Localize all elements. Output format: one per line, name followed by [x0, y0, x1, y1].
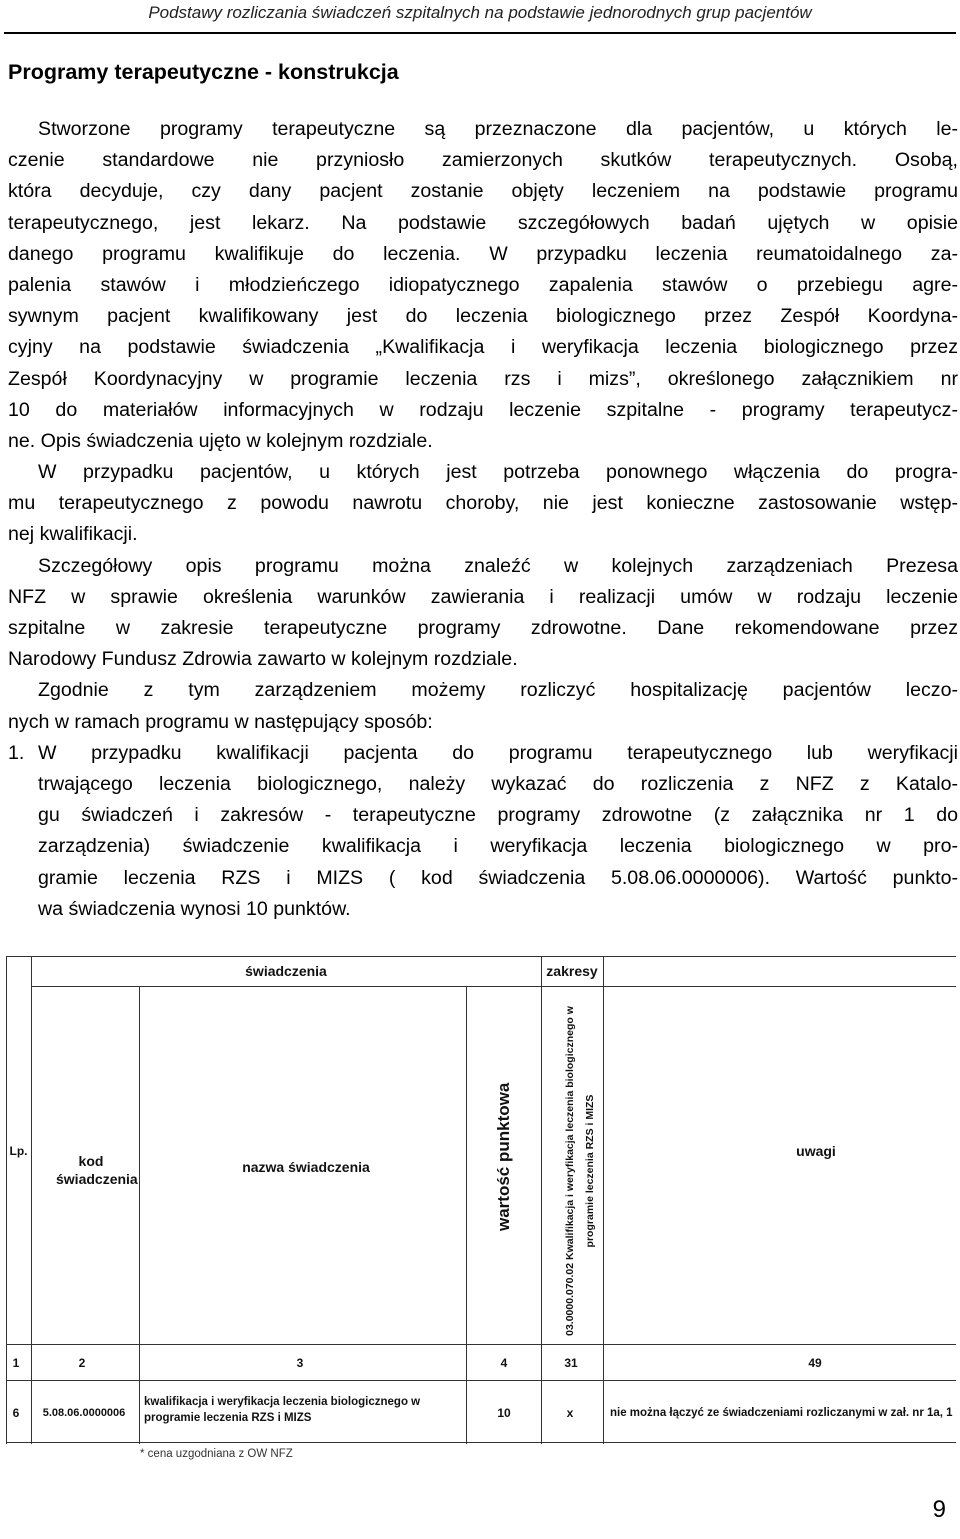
row-kod: 5.08.06.0000006 — [42, 1407, 126, 1419]
col-header-uwagi: uwagi — [796, 1143, 836, 1159]
header-rule — [4, 32, 956, 34]
paragraph-line: 10 do materiałów informacyjnych w rodzaju leczenie szpitalne - programy terapeutycz- — [8, 398, 958, 421]
paragraph-line: ne. Opis świadczenia ujęto w kolejnym rozdziale. — [8, 429, 433, 452]
row-wartosc: 10 — [497, 1406, 511, 1420]
paragraph-line: mu terapeutycznego z powodu nawrotu choroby, nie jest konieczne zastosowanie wstęp- — [8, 492, 958, 515]
col-header-kod: kod świadczenia — [56, 1153, 138, 1187]
list-item-line — [8, 738, 958, 769]
paragraph-line: palenia stawów i młodzieńczego idiopatycznego zapalenia stawów o przebiegu agre- — [8, 273, 958, 296]
col-header-nazwa: nazwa świadczenia — [242, 1159, 370, 1175]
col-number: 49 — [808, 1356, 822, 1370]
row-nazwa: kwalifikacja i weryfikacja leczenia biologicznego w programie leczenia RZS i MIZS — [144, 1396, 421, 1424]
table-rule — [6, 1442, 956, 1443]
row-uwagi: nie można łączyć ze świadczeniami rozliczanymi w zał. nr 1a, 1 — [610, 1407, 953, 1419]
table-rule — [603, 956, 604, 1444]
paragraph-line: Szczegółowy opis programu można znaleźć w kolejnych zarządzeniach Prezesa — [38, 554, 958, 577]
body-text — [8, 114, 958, 925]
catalog-table — [6, 956, 956, 1444]
paragraph-line: Narodowy Fundusz Zdrowia zawarto w kolejnym rozdziale. — [8, 648, 518, 671]
paragraph-line: NFZ w sprawie określenia warunków zawierania i realizacji umów w rodzaju leczenie — [8, 585, 958, 608]
page-number: 9 — [932, 1496, 946, 1523]
list-item-line: gramie leczenia RZS i MIZS ( kod świadczenia 5.08.06.0000006). Wartość punkto- — [38, 866, 958, 889]
col-number: 4 — [500, 1356, 508, 1370]
group-header-zakresy: zakresy — [546, 963, 598, 979]
list-item-line: wa świadczenia wynosi 10 punktów. — [38, 897, 351, 920]
table-rule — [31, 956, 32, 1444]
paragraph-line: szpitalne w zakresie terapeutyczne programy zdrowotne. Dane rekomendowane przez — [8, 617, 958, 639]
paragraph-line: cyjny na podstawie świadczenia „Kwalifikacja i weryfikacja leczenia biologicznego przez — [8, 336, 958, 359]
list-number: 1. — [8, 741, 25, 764]
paragraph-line: terapeutycznego, jest lekarz. Na podstawie szczegółowych badań ujętych w opisie — [8, 211, 958, 234]
col-number: 3 — [296, 1356, 304, 1370]
col-number: 2 — [78, 1356, 86, 1370]
paragraph-line: Zespół Koordynacyjny w programie leczenia rzs i mizs”, określonego załącznikiem nr — [8, 367, 958, 390]
paragraph-line: czenie standardowe nie przyniosło zamierzonych skutków terapeutycznych. Osobą, — [8, 149, 958, 172]
col-number: 1 — [12, 1356, 20, 1370]
row-lp: 6 — [12, 1406, 20, 1420]
group-header-swiadczenia: świadczenia — [245, 963, 327, 979]
col-header-zakres: 03.0000.070.02 Kwalifikacja i weryfikacja leczenia biologicznego w programie leczenia RZS i MIZS — [564, 1006, 596, 1336]
table-rule — [31, 986, 956, 987]
paragraph-line: nej kwalifikacji. — [8, 523, 138, 546]
list-item-line: gu świadczeń i zakresów - terapeutyczne programy zdrowotne (z załącznika nr 1 do — [38, 804, 958, 827]
table-rule — [541, 956, 542, 1444]
paragraph-line: sywnym pacjent kwalifikowany jest do leczenia biologicznego przez Zespół Koordyna- — [8, 305, 958, 328]
col-header-lp: Lp. — [9, 1144, 28, 1158]
section-title: Programy terapeutyczne - konstrukcja — [8, 60, 399, 84]
list-text: W przypadku kwalifikacji pacjenta do programu terapeutycznego lub weryfikacji — [38, 741, 958, 764]
paragraph-line: która decyduje, czy dany pacjent zostanie objęty leczeniem na podstawie programu — [8, 180, 958, 203]
paragraph-line: danego programu kwalifikuje do leczenia. W przypadku leczenia reumatoidalnego za- — [8, 242, 958, 265]
paragraph-line: Stworzone programy terapeutyczne są przeznaczone dla pacjentów, u których le- — [38, 118, 958, 140]
col-number: 31 — [564, 1356, 578, 1370]
paragraph-line: W przypadku pacjentów, u których jest potrzeba ponownego włączenia do progra- — [38, 461, 958, 484]
table-footnote: * cena uzgodniana z OW NFZ — [140, 1448, 293, 1460]
list-item-line: zarządzenia) świadczenie kwalifikacja i weryfikacja leczenia biologicznego w pro- — [38, 835, 958, 858]
table-rule — [6, 1344, 956, 1345]
table-rule — [139, 986, 140, 1444]
table-rule — [6, 956, 956, 957]
paragraph-line: nych w ramach programu w następujący sposób: — [8, 710, 433, 733]
table-rule — [466, 986, 467, 1444]
row-zakres: x — [566, 1406, 574, 1420]
running-header: Podstawy rozliczania świadczeń szpitalnych na podstawie jednorodnych grup pacjentów — [148, 3, 812, 22]
list-item-line: trwającego leczenia biologicznego, należy wykazać do rozliczenia z NFZ z Katalo- — [38, 772, 958, 795]
paragraph-line: Zgodnie z tym zarządzeniem możemy rozliczyć hospitalizację pacjentów leczo- — [38, 679, 958, 702]
col-header-wartosc: wartość punktowa — [494, 1082, 513, 1231]
table-rule — [6, 1380, 956, 1381]
